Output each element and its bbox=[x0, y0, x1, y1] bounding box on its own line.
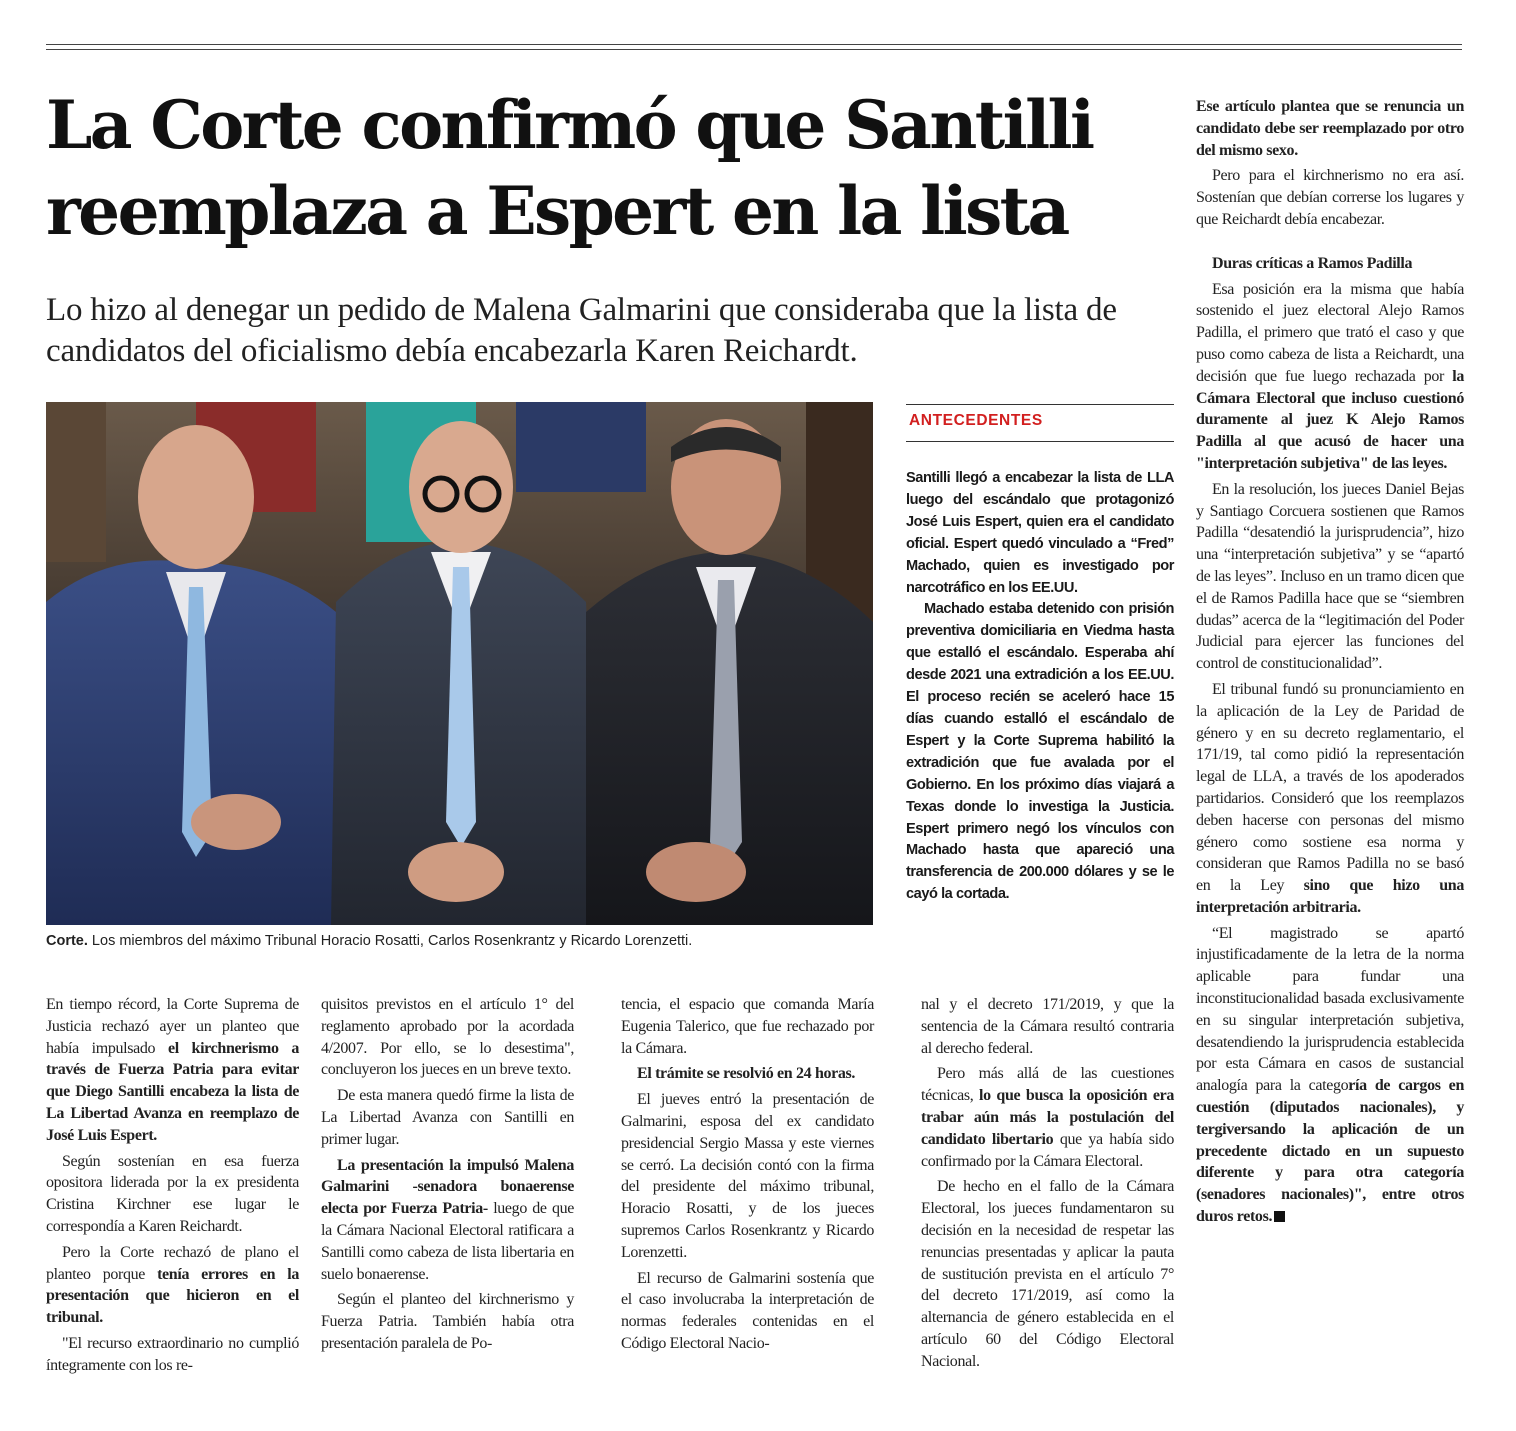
sidebar-top-rule bbox=[906, 404, 1174, 405]
body-paragraph: El recurso de Galmarini sostenía que el caso involucraba la interpretación de normas federales contenidas en el Código Electoral Nacio- bbox=[621, 1269, 874, 1352]
top-rule-thin bbox=[46, 49, 1462, 50]
sidebar-paragraph: Santilli llegó a encabezar la lista de LLA luego del escándalo que protagonizó José Luis Espert, quien era el candidato oficial. Espert quedó vinculado a “Fred” Machado, quien es investigado por narcotráfico en los EE.UU. bbox=[906, 470, 1174, 596]
caption-text: Los miembros del máximo Tribunal Horacio Rosatti, Carlos Rosenkrantz y Ricardo Lorenzetti. bbox=[87, 933, 693, 949]
body-paragraph: quisitos previstos en el artículo 1° del reglamento aprobado por la acordada 4/2007. Por ello, se lo desestima", concluyeron los jueces en un breve texto. bbox=[321, 996, 574, 1079]
body-paragraph: La presentación la impulsó Malena Galmarini -senadora bonaerense electa por Fuerza Patria- luego de que la Cámara Nacional Electoral ratificara a Santilli como cabeza de lista libertaria en suelo bonaerense. bbox=[321, 1156, 575, 1283]
body-paragraph: Pero la Corte rechazó de plano el planteo porque tenía errores en la presentación que hicieron en el tribunal. bbox=[46, 1243, 299, 1327]
sidebar-title: ANTECEDENTES bbox=[909, 412, 1043, 429]
body-column-4 bbox=[921, 994, 1174, 1377]
body-paragraph: De hecho en el fallo de la Cámara Electoral, los jueces fundamentaron su decisión en la necesidad de respetar las renuncias presentadas y aplicar la pauta de sustitución prevista en el artículo 7° del decreto 171/2019, así como la alternancia de género establecida en el artículo 60 del Código Electoral Nacional. bbox=[921, 1178, 1174, 1370]
body-column-2 bbox=[321, 994, 574, 1359]
body-paragraph: El trámite se resolvió en 24 horas. bbox=[637, 1065, 856, 1083]
body-paragraph: En la resolución, los jueces Daniel Bejas y Santiago Corcuera sostienen que Ramos Padilla “desatendió la jurisprudencia”, hizo una “interpretación subjetiva” y se “apartó de las leyes”. Incluso en un tramo dicen que el de Ramos Padilla hace que se “siembren dudas” acerca de la “legitimación del Poder Judicial para ejercer las funciones del control de constitucionalidad”. bbox=[1196, 480, 1464, 673]
body-column-5 bbox=[1196, 96, 1464, 1232]
headline: La Corte confirmó que Santilli reemplaza a Espert en la lista bbox=[46, 86, 1093, 250]
sidebar-body bbox=[906, 468, 1174, 906]
photo-caption bbox=[46, 932, 873, 950]
body-paragraph: En tiempo récord, la Corte Suprema de Justicia rechazó ayer un planteo que había impulsado el kirchnerismo a través de Fuerza Patria para evitar que Diego Santilli encabeza la lista de La Libertad Avanza en reemplazo de José Luis Espert. bbox=[46, 996, 300, 1144]
body-paragraph: De esta manera quedó firme la lista de La Libertad Avanza con Santilli en primer lugar. bbox=[321, 1087, 574, 1148]
deck: Lo hizo al denegar un pedido de Malena Galmarini que consideraba que la lista de candidatos del oficialismo debía encabezarla Karen Reichardt. bbox=[46, 292, 1117, 369]
sidebar-paragraph: Machado estaba detenido con prisión preventiva domiciliaria en Viedma hasta que estalló el escándalo. Esperaba ahí desde 2021 una extradición a los EE.UU. El proceso recién se aceleró hace 15 días cuando estalló el escándalo de Espert y la Corte Suprema habilitó la extradición que fue avalada por el Gobierno. En los próximo días viajará a Texas donde lo investiga la Justicia. Espert primero negó los vínculos con Machado hasta que apareció una transferencia de 200.000 dólares y se le cayó la cortada. bbox=[906, 601, 1174, 903]
court-judges-photo bbox=[46, 402, 873, 925]
body-column-3 bbox=[621, 994, 874, 1359]
body-paragraph: Esa posición era la misma que había sostenido el juez electoral Alejo Ramos Padilla, el primero que trató el caso y que puso como cabeza de lista a Reichardt, una decisión que fue luego rechazada por la Cámara Electoral que incluso cuestionó duramente al juez K Alejo Ramos Padilla al que acusó de hacer una "interpretación subjetiva" de las leyes. bbox=[1196, 280, 1464, 472]
body-paragraph: Pero para el kirchnerismo no era así. Sostenían que debían correrse los lugares y que Reichardt debía encabezar. bbox=[1196, 167, 1464, 228]
body-paragraph: Según sostenían en esa fuerza opositora liderada por la ex presidenta Cristina Kirchner ese lugar le correspondía a Karen Reichardt. bbox=[46, 1152, 299, 1235]
body-column-1 bbox=[46, 994, 299, 1381]
caption-lead: Corte. bbox=[46, 933, 88, 949]
section-subhead: Duras críticas a Ramos Padilla bbox=[1212, 254, 1413, 272]
body-paragraph: tencia, el espacio que comanda María Eugenia Talerico, que fue rechazado por la Cámara. bbox=[621, 996, 874, 1057]
body-paragraph: “El magistrado se apartó injustificadamente de la letra de la norma aplicable para fundar una inconstitucionalidad basada exclusivamente en su singular interpretación subjetiva, desatendiendo la jurisprudencia establecida por esta Cámara en casos de sustancial analogía para la categoría de cargos en cuestión (diputados nacionales), y tergiversando la aplicación de un precedente dictado en un supuesto diferente y para otra categoría (senadores nacionales)", entre otros duros retos. bbox=[1196, 924, 1464, 1226]
end-of-article-mark bbox=[1274, 1211, 1285, 1222]
top-rule bbox=[46, 44, 1462, 45]
body-paragraph: El tribunal fundó su pronunciamiento en la aplicación de la Ley de Paridad de género y en su decreto reglamentario, el 171/19, tal como pidió la representación legal de LLA, a través de los apoderados partidarios. Consideró que los reemplazos deben hacerse con personas del mismo género como sostiene esa norma y consideran que Ramos Padilla no se basó en la Ley sino que hizo una interpretación arbitraria. bbox=[1196, 680, 1465, 916]
body-paragraph: nal y el decreto 171/2019, y que la sentencia de la Cámara resultó contraria al derecho federal. bbox=[921, 996, 1174, 1057]
body-paragraph: Según el planteo del kirchnerismo y Fuerza Patria. También había otra presentación paralela de Po- bbox=[321, 1291, 574, 1352]
body-paragraph: Ese artículo plantea que se renuncia un candidato debe ser reemplazado por otro del mismo sexo. bbox=[1196, 98, 1464, 159]
body-paragraph: Pero más allá de las cuestiones técnicas, lo que busca la oposición era trabar aún más la postulación del candidato libertario que ya había sido confirmado por la Cámara Electoral. bbox=[921, 1065, 1175, 1170]
sidebar-title-rule bbox=[906, 441, 1174, 442]
body-paragraph: El jueves entró la presentación de Galmarini, esposa del ex candidato presidencial Sergio Massa y este viernes se cerró. La decisión contó con la firma del presidente del máximo tribunal, Horacio Rosatti, y de los jueces supremos Carlos Rosenkrantz y Ricardo Lorenzetti. bbox=[621, 1091, 874, 1261]
body-paragraph: "El recurso extraordinario no cumplió íntegramente con los re- bbox=[46, 1334, 299, 1374]
